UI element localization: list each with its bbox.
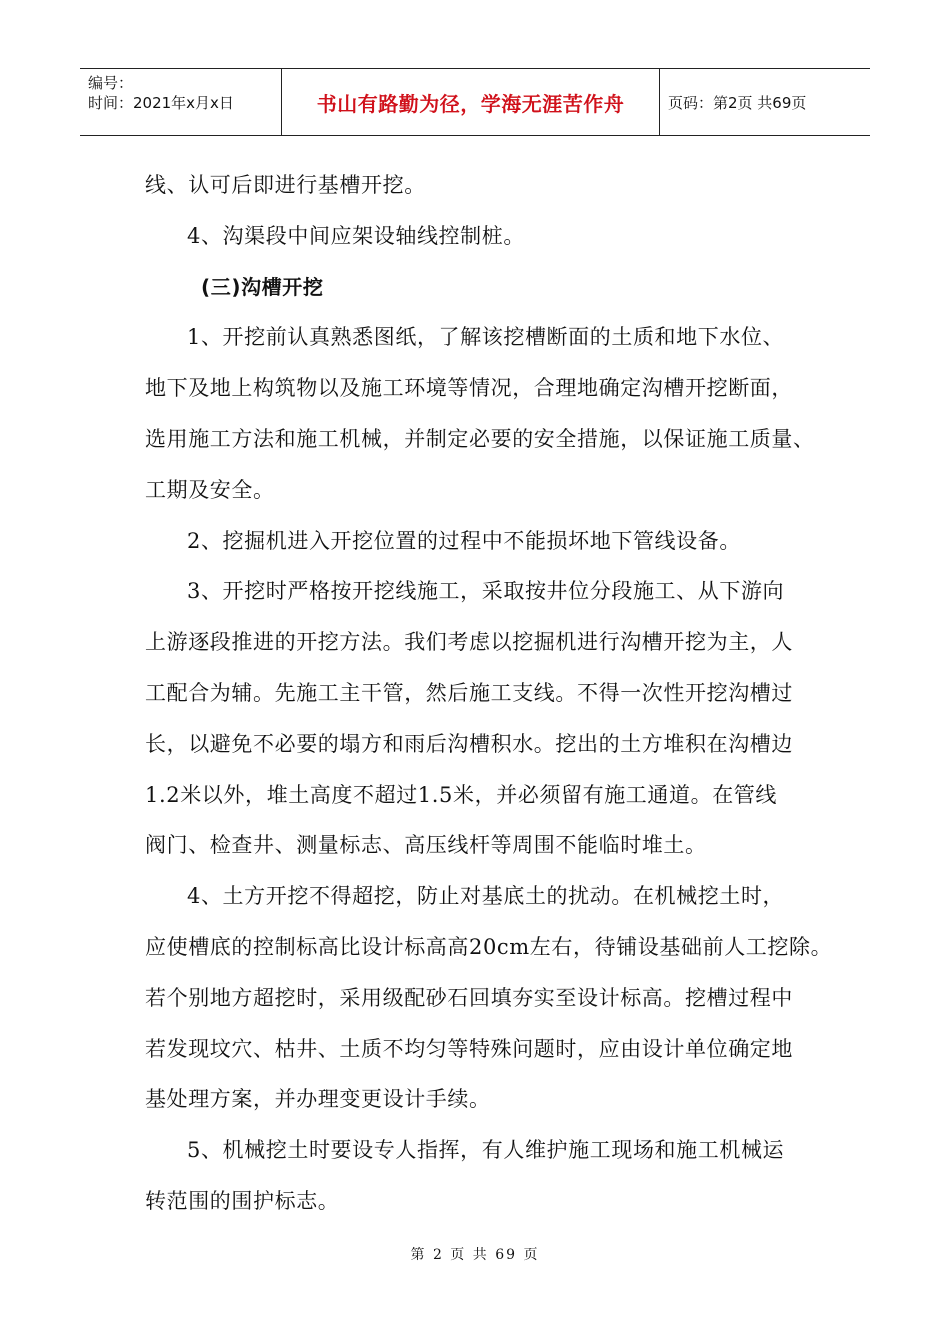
code-label: 编号：: [88, 74, 134, 92]
body-line: 应使槽底的控制标高比设计标高高20cm左右，待铺设基础前人工挖除。: [145, 934, 833, 959]
page-header: [80, 68, 870, 136]
body-line: 4、沟渠段中间应架设轴线控制桩。: [187, 223, 525, 248]
body-line: 工配合为辅。先施工主干管，然后施工支线。不得一次性开挖沟槽过: [145, 680, 793, 705]
body-line: 转范围的围护标志。: [145, 1188, 340, 1213]
body-line: 5、机械挖土时要设专人指挥，有人维护施工现场和施工机械运: [187, 1138, 785, 1163]
body-line: 工期及安全。: [145, 477, 275, 502]
body-line: 阀门、检查井、测量标志、高压线杆等周围不能临时堆土。: [145, 833, 707, 858]
body-line: 4、土方开挖不得超挖，防止对基底土的扰动。在机械挖土时，: [187, 884, 785, 909]
body-line: 基处理方案，并办理变更设计手续。: [145, 1087, 491, 1112]
body-line: 1.2米以外，堆土高度不超过1.5米，并必须留有施工通道。在管线: [145, 782, 777, 807]
header-page-info: 页码：第2页 共69页: [668, 93, 807, 112]
body-line: 选用施工方法和施工机械，并制定必要的安全措施，以保证施工质量、: [145, 426, 815, 451]
document-body: [145, 160, 833, 1227]
body-line: 地下及地上构筑物以及施工环境等情况，合理地确定沟槽开挖断面，: [145, 376, 793, 401]
body-line: 3、开挖时严格按开挖线施工，采取按井位分段施工、从下游向: [187, 579, 785, 604]
page-footer: 第 2 页 共 69 页: [410, 1247, 540, 1263]
header-meta: [80, 69, 282, 135]
body-line: 若发现坟穴、枯井、土质不均匀等特殊问题时，应由设计单位确定地: [145, 1036, 793, 1061]
date-label: 时间：2021年x月x日: [88, 94, 234, 112]
body-line: 上游逐段推进的开挖方法。我们考虑以挖掘机进行沟槽开挖为主，人: [145, 630, 793, 655]
body-line: 若个别地方超挖时，采用级配砂石回填夯实至设计标高。挖槽过程中: [145, 985, 793, 1010]
body-line: 2、挖掘机进入开挖位置的过程中不能损坏地下管线设备。: [187, 528, 741, 553]
body-line: 长，以避免不必要的塌方和雨后沟槽积水。挖出的土方堆积在沟槽边: [145, 731, 793, 756]
header-motto: 书山有路勤为径，学海无涯苦作舟: [282, 69, 660, 135]
body-line: 线、认可后即进行基槽开挖。: [145, 173, 426, 197]
body-line: 1、开挖前认真熟悉图纸，了解该挖槽断面的土质和地下水位、: [187, 325, 785, 350]
section-heading: (三)沟槽开挖: [201, 274, 324, 299]
